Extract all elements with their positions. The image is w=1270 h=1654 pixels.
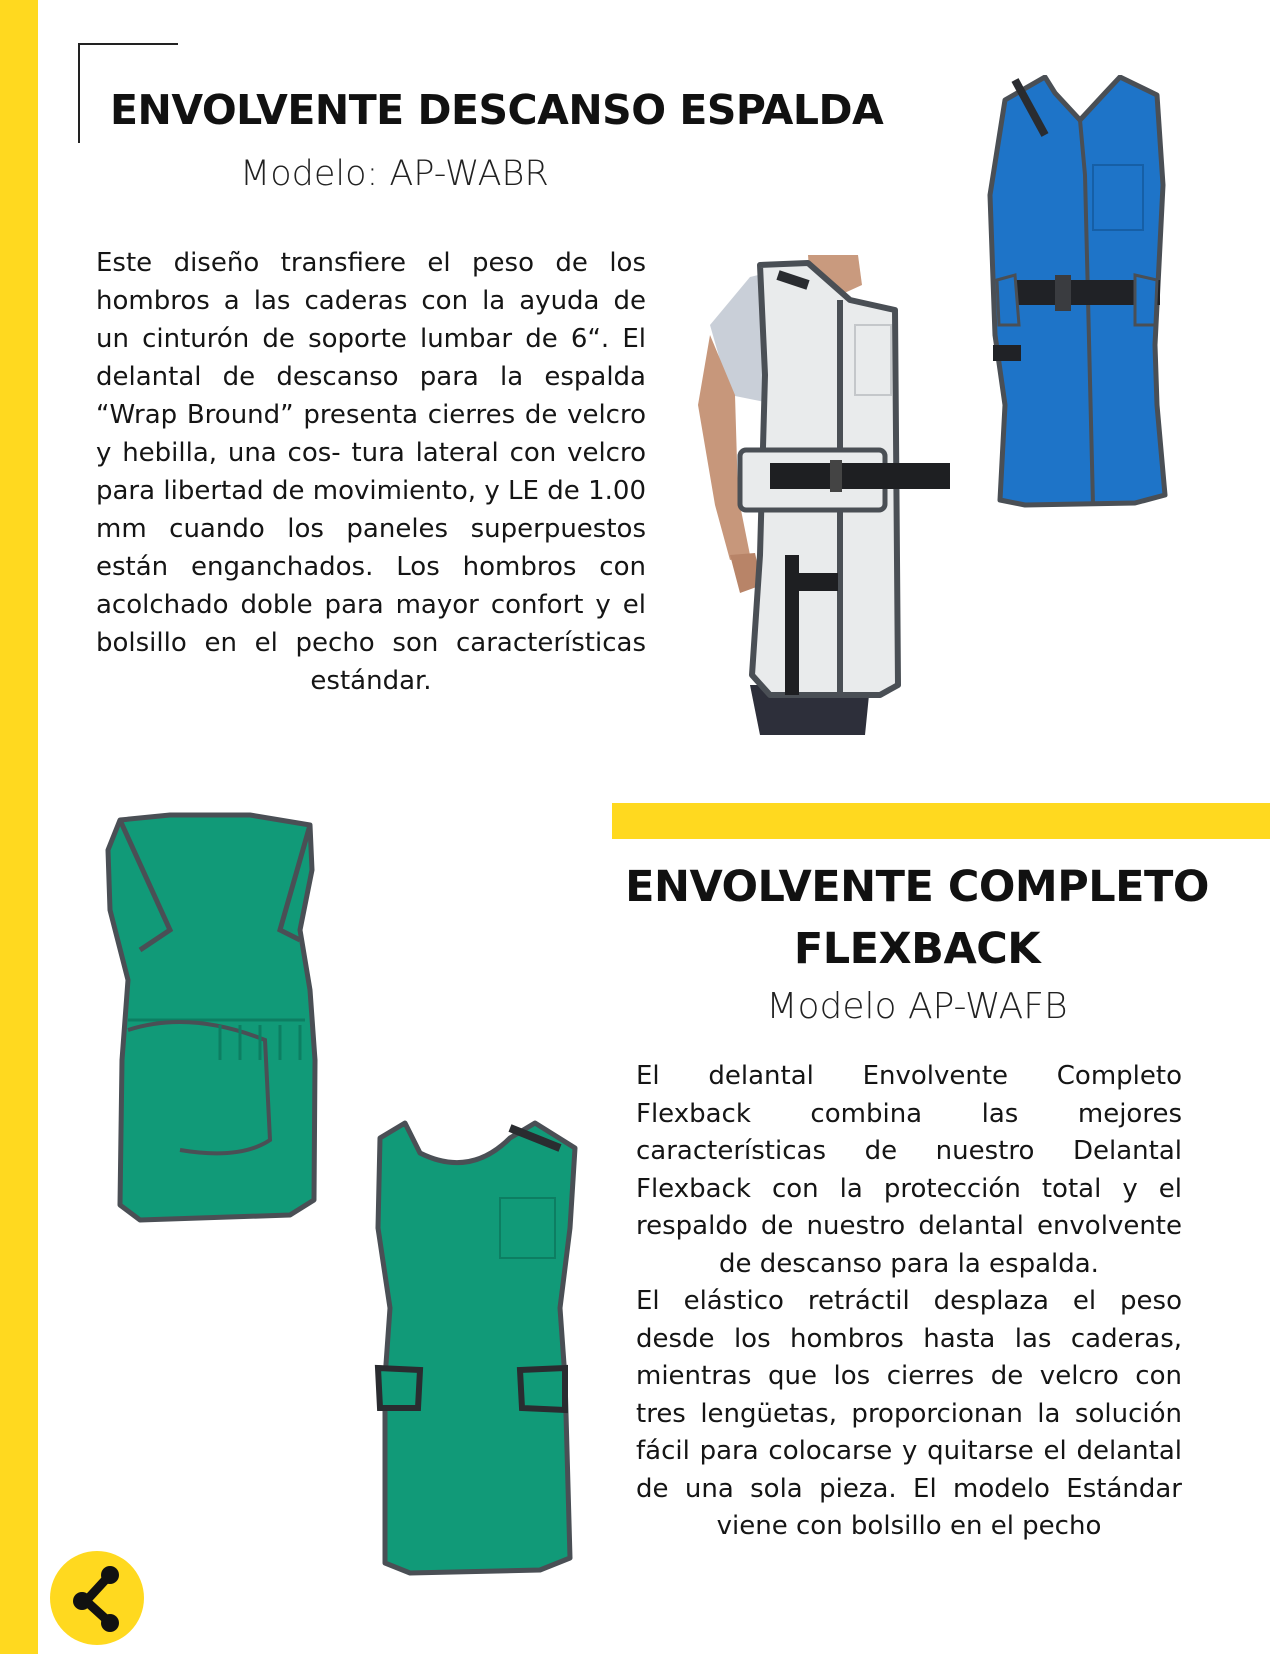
section2-paragraph-2: El elástico retráctil desplaza el peso desde los hombros hasta las caderas, mientras que los cierres de velcro con tres lengüetas, proporcionan la solución fácil para colocarse y quitarse el delantal de una sola pieza. El modelo Estándar viene con bolsillo en el pecho [636, 1286, 1182, 1541]
section2-model: Modelo AP-WAFB [766, 986, 1068, 1027]
green-apron-back-image [100, 810, 330, 1230]
section2-description [636, 1058, 1182, 1546]
white-apron-image [690, 255, 950, 755]
corner-bracket-left [78, 43, 80, 143]
section1-model: Modelo: AP-WABR [240, 154, 549, 194]
section2-title: ENVOLVENTE COMPLETO FLEXBACK [625, 862, 1209, 974]
yellow-side-bar [0, 0, 38, 1654]
section1-description: Este diseño transfiere el peso de los hombros a las caderas con la ayuda de un cinturón de soporte lumbar de 6“. El delantal de descanso para la espalda “Wrap Bround” presenta cierres de velcro y hebilla, una cos- tura lateral con velcro para libertad de movimiento, y LE de 1.00 mm cuando los paneles superpuestos están enganchados. Los hombros con acolchado doble para mayor confort y el bolsillo en el pecho son características estándar. [96, 248, 646, 696]
section2-accent-band [612, 803, 1270, 839]
section2-paragraph-1: El delantal Envolvente Completo Flexback combina las mejores características de nuestro Delantal Flexback con la protección total y el respaldo de nuestro delantal envolvente de descanso para la espalda. [636, 1061, 1182, 1279]
section1-title: ENVOLVENTE DESCANSO ESPALDA [110, 86, 884, 134]
corner-bracket-top [78, 43, 178, 45]
green-apron-front-image [360, 1118, 590, 1578]
share-nodes-icon [50, 1551, 144, 1645]
blue-apron-image [985, 75, 1175, 515]
